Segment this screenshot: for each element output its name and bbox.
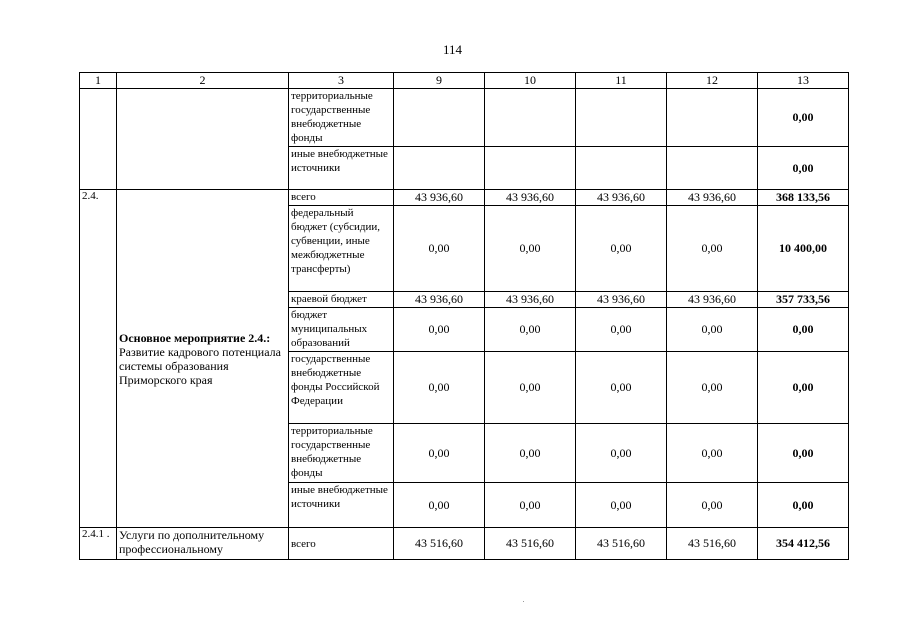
value-cell: 43 936,60: [485, 292, 576, 308]
value-cell: 43 936,60: [394, 190, 485, 206]
header-row: [80, 73, 849, 89]
page-number: 114: [442, 42, 463, 57]
value-cell: 43 936,60: [394, 292, 485, 308]
name-cell: [117, 89, 289, 190]
number-cell: 2.4.: [80, 190, 117, 528]
value-cell: 0,00: [576, 352, 667, 424]
source-cell: иные внебюджетные источники: [289, 147, 394, 190]
value-cell: 0,00: [394, 424, 485, 483]
table-row: [80, 89, 849, 147]
value-cell: 0,00: [667, 308, 758, 352]
value-cell: [667, 147, 758, 190]
header-cell: 1: [80, 73, 117, 89]
total-cell: 0,00: [758, 352, 849, 424]
value-cell: [485, 89, 576, 147]
value-cell: 0,00: [576, 206, 667, 292]
number-cell: 2.4.1 .: [80, 528, 117, 560]
total-cell: 0,00: [758, 424, 849, 483]
total-cell: 354 412,56: [758, 528, 849, 560]
value-cell: 0,00: [667, 483, 758, 528]
value-cell: 43 936,60: [576, 292, 667, 308]
measure-title: Основное мероприятие 2.4.:: [119, 330, 271, 345]
budget-table: [79, 72, 849, 560]
value-cell: [485, 147, 576, 190]
measure-name-cell: [117, 190, 289, 528]
header-cell: 11: [576, 73, 667, 89]
value-cell: 0,00: [394, 206, 485, 292]
value-cell: 0,00: [394, 352, 485, 424]
source-cell: краевой бюджет: [289, 292, 394, 308]
value-cell: 0,00: [394, 308, 485, 352]
scan-speck: [523, 601, 524, 602]
value-cell: [576, 89, 667, 147]
source-cell: всего: [289, 528, 394, 560]
value-cell: 0,00: [667, 206, 758, 292]
value-cell: [667, 89, 758, 147]
name-cell: Услуги по дополнительному профессиональному: [117, 528, 289, 560]
source-cell: бюджет муниципальных образований: [289, 308, 394, 352]
value-cell: 0,00: [576, 308, 667, 352]
value-cell: 0,00: [485, 483, 576, 528]
value-cell: [394, 89, 485, 147]
total-cell: 0,00: [758, 89, 849, 147]
value-cell: 0,00: [667, 352, 758, 424]
number-cell: [80, 89, 117, 190]
total-cell: 368 133,56: [758, 190, 849, 206]
value-cell: 0,00: [485, 308, 576, 352]
value-cell: 0,00: [394, 483, 485, 528]
value-cell: 43 936,60: [576, 190, 667, 206]
value-cell: 43 936,60: [667, 190, 758, 206]
total-cell: 357 733,56: [758, 292, 849, 308]
source-cell: территориальные государственные внебюджетные фонды: [289, 424, 394, 483]
header-cell: 10: [485, 73, 576, 89]
total-cell: 10 400,00: [758, 206, 849, 292]
value-cell: [394, 147, 485, 190]
value-cell: 43 936,60: [667, 292, 758, 308]
header-cell: 2: [117, 73, 289, 89]
total-cell: 0,00: [758, 308, 849, 352]
header-cell: 13: [758, 73, 849, 89]
value-cell: 0,00: [576, 424, 667, 483]
value-cell: 43 516,60: [576, 528, 667, 560]
source-cell: государственные внебюджетные фонды Российской Федерации: [289, 352, 394, 424]
value-cell: 0,00: [576, 483, 667, 528]
source-cell: территориальные государственные внебюджетные фонды: [289, 89, 394, 147]
header-cell: 12: [667, 73, 758, 89]
value-cell: 43 516,60: [667, 528, 758, 560]
value-cell: [576, 147, 667, 190]
source-cell: федеральный бюджет (субсидии, субвенции, иные межбюджетные трансферты): [289, 206, 394, 292]
value-cell: 0,00: [485, 206, 576, 292]
total-cell: 0,00: [758, 483, 849, 528]
total-cell: 0,00: [758, 147, 849, 190]
value-cell: 0,00: [485, 352, 576, 424]
source-cell: всего: [289, 190, 394, 206]
header-cell: 9: [394, 73, 485, 89]
measure-description: Развитие кадрового потенциала системы образования Приморского края: [119, 344, 281, 387]
source-cell: иные внебюджетные источники: [289, 483, 394, 528]
table-row: [80, 190, 849, 206]
value-cell: 0,00: [667, 424, 758, 483]
header-cell: 3: [289, 73, 394, 89]
value-cell: 43 936,60: [485, 190, 576, 206]
value-cell: 43 516,60: [394, 528, 485, 560]
value-cell: 0,00: [485, 424, 576, 483]
table-row: [80, 528, 849, 560]
value-cell: 43 516,60: [485, 528, 576, 560]
